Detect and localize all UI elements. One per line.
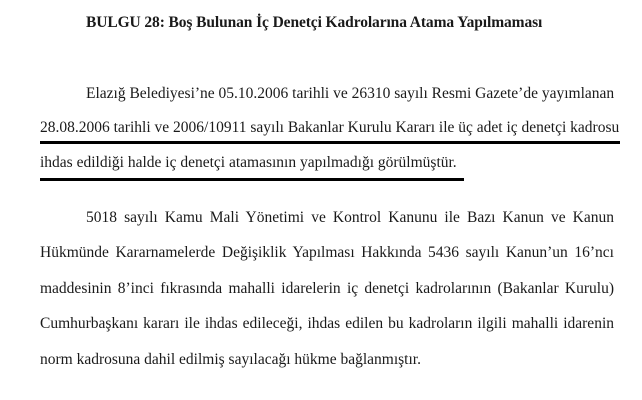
paragraph-2-line-1: 5018 sayılı Kamu Mali Yönetimi ve Kontrol Kanunu ile Bazı Kanun ve Kanun [86, 209, 614, 226]
paragraph-2-line-2: Hükmünde Kararnamelerde Değişiklik Yapılması Hakkında 5436 sayılı Kanun’un 16’ncı [40, 244, 614, 261]
paragraph-1-line-1: Elazığ Belediyesi’ne 05.10.2006 tarihli ve 26310 sayılı Resmi Gazete’de yayımlanan [86, 85, 615, 102]
paragraph-2-line-5: norm kadrosuna dahil edilmiş sayılacağı hükme bağlanmıştır. [40, 351, 421, 368]
finding-heading: BULGU 28: Boş Bulunan İç Denetçi Kadrolarına Atama Yapılmaması [86, 14, 543, 31]
paragraph-1-line-3: ihdas edildiği halde iç denetçi atamasının yapılmadığı görülmüştür. [40, 154, 457, 171]
underline-mark-line-2 [40, 141, 620, 144]
paragraph-1-line-2: 28.08.2006 tarihli ve 2006/10911 sayılı Bakanlar Kurulu Kararı ile üç adet iç denetçi kadrosu [40, 119, 620, 136]
paragraph-2-line-3: maddesinin 8’inci fıkrasında mahalli idarelerin iç denetçi kadrolarının (Bakanlar Kurulu) [40, 280, 614, 297]
underline-mark-line-3 [40, 178, 464, 181]
paragraph-2-line-4: Cumhurbaşkanı kararı ile ihdas edileceği, ihdas edilen bu kadroların ilgili mahalli idarenin [40, 315, 614, 332]
